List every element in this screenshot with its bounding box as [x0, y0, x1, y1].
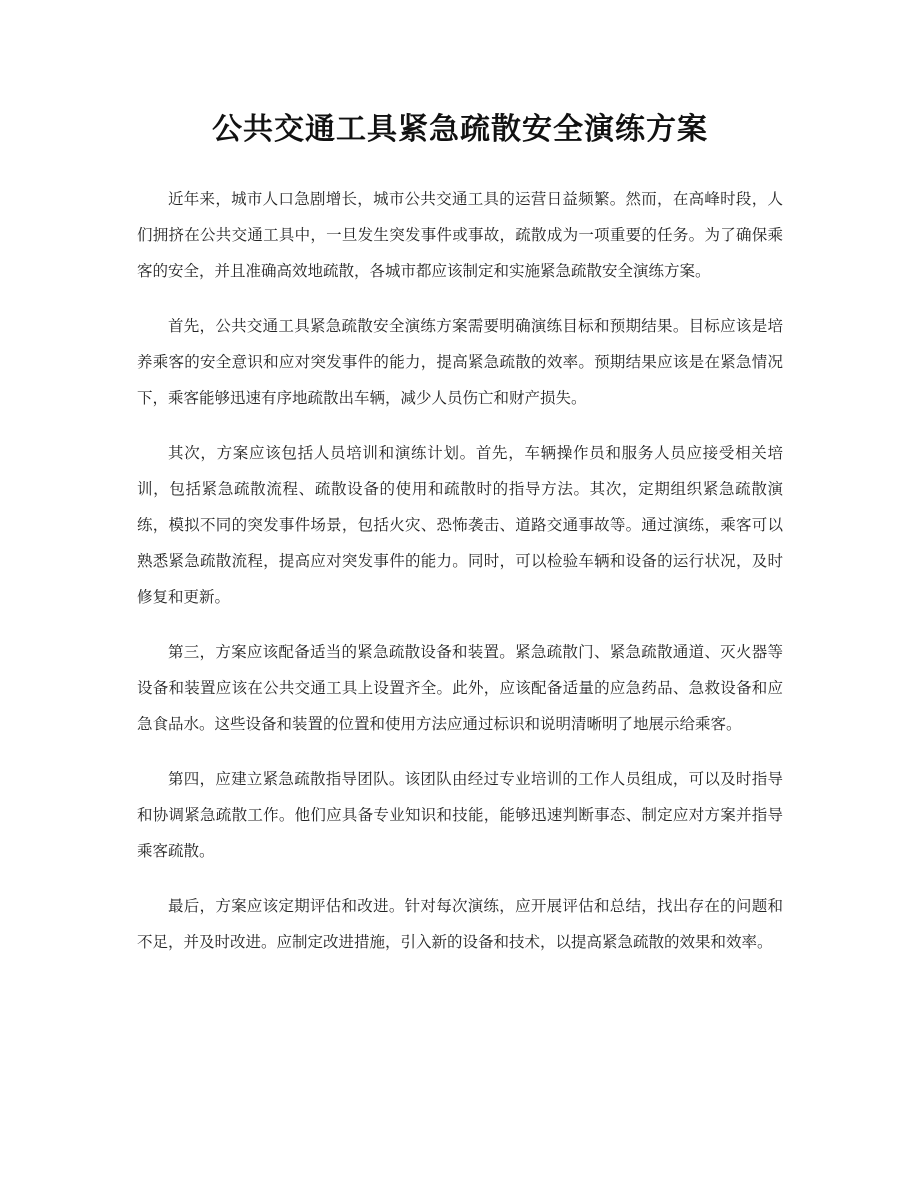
paragraph-goals: 首先，公共交通工具紧急疏散安全演练方案需要明确演练目标和预期结果。目标应该是培养乘客的安全意识和应对突发事件的能力，提高紧急疏散的效率。预期结果应该是在紧急情况下，乘客能够迅速有序地疏散出车辆，减少人员伤亡和财产损失。: [137, 317, 783, 407]
paragraph-team: 第四，应建立紧急疏散指导团队。该团队由经过专业培训的工作人员组成，可以及时指导和协调紧急疏散工作。他们应具备专业知识和技能，能够迅速判断事态、制定应对方案并指导乘客疏散。: [137, 770, 783, 860]
paragraph-equipment: 第三，方案应该配备适当的紧急疏散设备和装置。紧急疏散门、紧急疏散通道、灭火器等设备和装置应该在公共交通工具上设置齐全。此外，应该配备适量的应急药品、急救设备和应急食品水。这些设备和装置的位置和使用方法应通过标识和说明清晰明了地展示给乘客。: [137, 643, 783, 733]
document-title: 公共交通工具紧急疏散安全演练方案: [212, 112, 708, 147]
paragraph-evaluation: 最后，方案应该定期评估和改进。针对每次演练，应开展评估和总结，找出存在的问题和不足，并及时改进。应制定改进措施，引入新的设备和技术，以提高紧急疏散的效果和效率。: [137, 897, 783, 951]
paragraph-intro: 近年来，城市人口急剧增长，城市公共交通工具的运营日益频繁。然而，在高峰时段，人们拥挤在公共交通工具中，一旦发生突发事件或事故，疏散成为一项重要的任务。为了确保乘客的安全，并且准确高效地疏散，各城市都应该制定和实施紧急疏散安全演练方案。: [137, 190, 783, 280]
paragraph-training: 其次，方案应该包括人员培训和演练计划。首先，车辆操作员和服务人员应接受相关培训，包括紧急疏散流程、疏散设备的使用和疏散时的指导方法。其次，定期组织紧急疏散演练，模拟不同的突发事件场景，包括火灾、恐怖袭击、道路交通事故等。通过演练，乘客可以熟悉紧急疏散流程，提高应对突发事件的能力。同时，可以检验车辆和设备的运行状况，及时修复和更新。: [137, 444, 783, 606]
document-body: [137, 181, 783, 979]
